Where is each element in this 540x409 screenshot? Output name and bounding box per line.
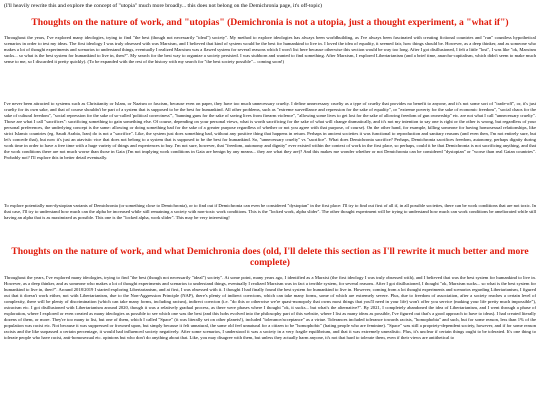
section-2-paragraph-1: Throughout the years, I've explored many ideologies, trying to find "the best (though not necessarily "ideal") society". At some point, many years ago, I identified as a Marxist (the first ideology I was truly obsessed with), and I believed that was the best system for humankind to live in. However, as a deep thinker, and as someone who makes a lot of thought experiments and scenarios to understand things, eventually I realized Marxism was in fact a terrible system, for several reasons. After I got disillusioned, I thought "ok, Marxism sucks... so what is the best system for humankind to live in, then?". Around 2018/2019 I started exploring Libertarianism, and at first, I was obsessed with it. I thought I had finally found the best system for humankind to live in. However, coming from a lot thought experiments and scenarios regarding Libertarianism, I figured out that it doesn't work either, not with Libertarianism, due to the Non-Aggression Principle (NAP), there's plenty of indirect coercions, which can take many forms, some of which are extremely severe. Plus, due to freedom of association, after a society reaches a certain level of complexity, there will be plenty of discrimination (which can take many forms, including racism), indirect coercion (i.e. "do this or otherwise we're quasi-monopoly that owns most things that you'll need in your life) won't offer you service (making your life pretty much impossible"), ostracism etc. I got disillusioned with Libertarianism around 2020, though it was a relatively gradual process, as there were phases where I thought "ok, it sucks... but what's the alternative?". By 2021, I completely abandoned the idea of Libertarianism, and I went through a phase of exploration, where I explored or even created as many ideologies as possible to see which one was the best (and this hobs evolved into the philosophy part of this website, where I list as many ideas as possible, I've figured out that's a good approach to have to ideas). I had created literally dozens of them, or more. They're too many to list, but one of them, which I called "Space" (it was literally set on other planets!), included "tolerance/acceptance" as a virtue. Tolerances included tolerance towards racists, "homophobia" and such, but for some reason, less than 1% of the population was racist etc. Not because it was suppressed or frowned upon, but simply because it felt unnatural, the same old feel unnatural for a citizen to be "homophobic" (hating people who are feminine). "Space" was still a propriety-dependent society, however, and if for some reason racists and the like surpassed a certain percentage, it would had influenced society negatively. After some scenarios, I understood it was a society in a very fragile equilibrium, and that it was extremely unrealistic. Plus, it's unclear if certain things ought to be tolerated. It's one thing to tolerate people who have racist, anti-homosexual etc. opinions but who don't do anything about that. Like, you may disagree with them, but unless they actually harm anyone, it's not that hard to tolerate them, even if their views are antithetical to: [4, 274, 536, 340]
section-1-paragraph-2: I've never been attracted to systems such as Christianity or Islam, or Nazism or fascism, because even on paper, they have too much unnecessary cruelty. I define unnecessary cruelty as a type of cruelty that provides no benefit to anyone, and it's not some sort of "trade-off", or, it's just cruelty for its own sake, and that of course shouldn't be part of a system that is supposed to be the best for humankind. All other problems, such as "extreme surveillance and repression for the sake of equality", or "extreme poverty for the sake of economic freedom", "social chaos for the sake of cultural freedom", "social repression for the sake of so-called 'political correctness'", "banning guns for the sake of saving lives from firearm violence", "allowing some lives to get lost for the sake of allowing freedom of gun ownership" etc. are not what I call "unnecessary cruelty". Those are what I call "sacrifices": sacrificing something to gain something else. Of course, depending on your personal views, what is worth sacrificing for the sake of what will change dramatically, and it's not my intention to say one is right or the other is wrong, but regardless of your personal preferences, the underlying concept is the same: allowing or doing something bad for the sake of a greater purpose regardless of whether or not you agree with that purpose, of course). On the other hand, for example, killing someone for having homosexual relationships, like strict Islamic countries (eg. Saudi Arabia, Iran) do is not a "sacrifice". Like, the system just does something bad, without any positive thing that happens in return. Perhaps in ancient societies it was functional to reproduction and sanitary reasons (and even then, I'm not entirely sure, but let's concede that), but now it's just an atavistic vice that does not belong to a system that is supposed to be the best for humankind. So, "unnecessary cruelty" vs "sacrifice". What does Demichronia sacrifice? Perhaps, Demichronia sacrifices freedom, autonomy, perhaps dignity during work time in order to have a free time with a huge variety of things and experiences to buy. I'm not sure, however, that "freedom, autonomy and dignity" ever existed within the context of work in the first place, so perhaps, could it be that Demichronia is not sacrificing anything, and that the work conditions there are not much worse than those in Gaia (I'm not implying work conditions in Gaia are benign by any means... they are what they are)? And this makes me wonder whether or not Demichronia can be considered "dystopian" or "worse than real Gaian countries". Probably not? I'll explore this in better detail eventually.: [4, 100, 536, 160]
section-2-title: Thoughts on the nature of work, and what Demichronia does (old, I'll delete this section as I'll rewrite it much better and more complete): [11, 245, 529, 268]
section-1-title: Thoughts on the nature of work, and "utopias" (Demichronia is not a utopia, just a thought experiment, a "what if"): [31, 17, 509, 28]
section-1-paragraph-3: To explore potentially non-dystopian variants of Demichronia (or something close to Demichronia), or to find out if Demichronia can even be considered "dystopian" in the first place: I'll try to find out first of all if, in all possible societies, there can be work conditions that are not toxic. In that case, I'll try to understand how much can the alpha be increased while still remaining a society with non-toxic work conditions. This is the "locked work, alpha slider". The other thought experiment will be trying to understand how much can work conditions be ameliorated while still having an alpha that is as maximized as possible. This one is the "locked alpha, work slider". This may be very interesting!: [4, 202, 536, 220]
section-1-paragraph-1: Throughout the years, I've explored many ideologies, trying to find "the best (though not necessarily "ideal") society". My method to explore ideologies has always been worldbuilding, as I've always been fascinated with creating fictional countries and "run" countless hypothetical scenarios in order to test my ideas. The first ideology I was truly obsessed with was Marxism, and I believed that kind of system would be the best for humankind to live in. I loved the idea of equality, it seemed fair, how things should be. However, as a deep thinker, and as someone who makes a lot of thought experiments and scenarios to understand things, eventually I realized Marxism was a flawed system for several reasons which I won't list here because otherwise this section would be way too long. After I got disillusioned, I felt a little "lost", I was like "ok, Marxism sucks... so what is the best system for humankind to live in, then?". My search for the best way to organize a society persisted. I was stubborn and wanted to find something. After Marxism, I explored Libertarianism (and a brief time, anarcho-capitalism, which didn't seem to make much sense to me, so I discarded it pretty quickly). (To be expanded with the rest of the history with my search for "the best society possible"... coming soon!): [4, 34, 536, 64]
intro-note: (I'll heavily rewrite this and explore the concept of "utopia" much more broadly... this does not belong on the Demichronia page, it's off-topic): [4, 3, 323, 9]
